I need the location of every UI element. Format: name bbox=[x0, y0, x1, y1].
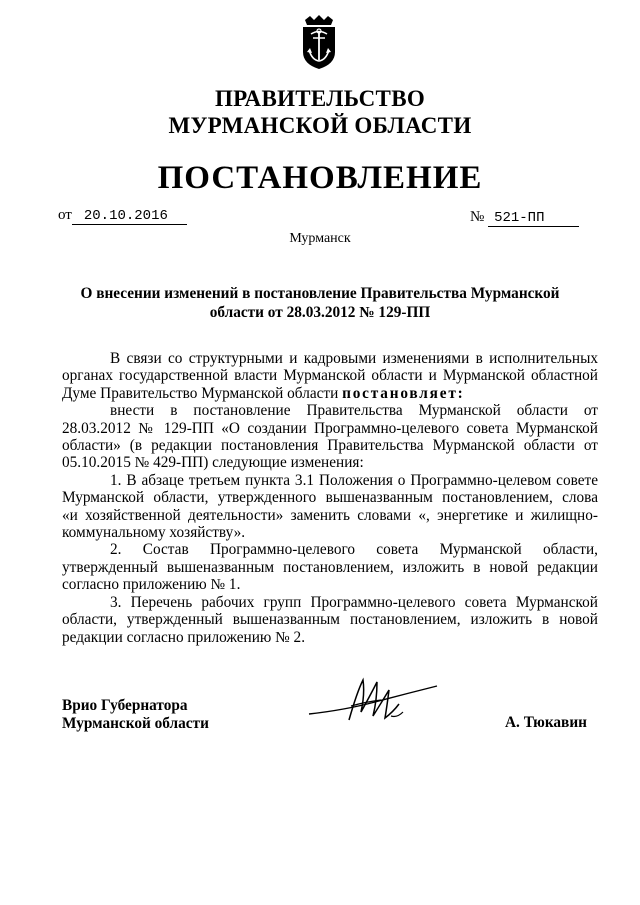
body-line bbox=[62, 385, 598, 402]
document-type: ПОСТАНОВЛЕНИЕ bbox=[157, 160, 483, 196]
document-body bbox=[62, 350, 598, 646]
signatory-position bbox=[62, 697, 209, 733]
city: Мурманск bbox=[289, 231, 351, 246]
body-line: 2. Состав Программно-целевого совета Мурманской области, bbox=[110, 541, 598, 559]
document-date bbox=[58, 207, 187, 225]
body-line: согласно приложению № 1. bbox=[62, 576, 241, 594]
body-line: 28.03.2012 № 129-ПП «О создании Программно-целевого совета Мурманской bbox=[62, 419, 598, 437]
coat-of-arms-icon bbox=[298, 14, 340, 70]
body-line: области» (в редакции постановления Правительства Мурманской области от bbox=[62, 437, 598, 455]
org-line-2: МУРМАНСКОЙ ОБЛАСТИ bbox=[168, 113, 472, 138]
body-line: 05.10.2015 № 429-ПП) следующие изменения: bbox=[62, 454, 364, 472]
decision-keyword: постановляет bbox=[342, 384, 458, 402]
document-number bbox=[470, 209, 579, 227]
body-line: 1. В абзаце третьем пункта 3.1 Положения о Программно-целевом совете bbox=[110, 471, 598, 489]
body-line: внести в постановление Правительства Мурманской области от bbox=[110, 402, 598, 420]
body-line: утвержденный вышеназванным постановлением, изложить в новой редакции bbox=[62, 558, 598, 576]
keyword-colon: : bbox=[457, 384, 463, 402]
body-line: В связи со структурными и кадровыми изменениями в исполнительных bbox=[110, 350, 598, 367]
body-line: 3. Перечень рабочих групп Программно-целевого совета Мурманской bbox=[110, 593, 598, 611]
organization-name bbox=[0, 85, 640, 139]
signatory-name: А. Тюкавин bbox=[505, 714, 587, 731]
org-line-1: ПРАВИТЕЛЬСТВО bbox=[214, 86, 426, 111]
body-line: области, утвержденный вышеназванным постановлением, изложить в новой bbox=[62, 611, 598, 629]
body-line: органах государственной власти Мурманской области и Мурманской областной bbox=[62, 367, 598, 385]
body-line: редакции согласно приложению № 2. bbox=[62, 628, 306, 646]
body-line: «и хозяйственной деятельности» заменить словами «, энергетике и жилищно- bbox=[62, 506, 598, 524]
number-prefix: № bbox=[470, 209, 485, 225]
handwritten-signature-icon bbox=[305, 672, 445, 734]
body-line: коммунальному хозяйству». bbox=[62, 524, 246, 542]
title-line-2: области от 28.03.2012 № 129-ПП bbox=[209, 304, 431, 321]
body-line: Мурманской области, утвержденного вышеназванным постановлением, слова bbox=[62, 489, 598, 507]
number-value: 521-ПП bbox=[488, 210, 579, 227]
date-value: 20.10.2016 bbox=[72, 208, 187, 225]
title-line-1: О внесении изменений в постановление Правительства Мурманской bbox=[80, 285, 560, 302]
document-title bbox=[0, 284, 640, 322]
position-line-2: Мурманской области bbox=[62, 715, 209, 732]
date-prefix: от bbox=[58, 207, 72, 223]
body-text: Думе Правительство Мурманской области bbox=[62, 384, 339, 402]
position-line-1: Врио Губернатора bbox=[62, 697, 188, 714]
